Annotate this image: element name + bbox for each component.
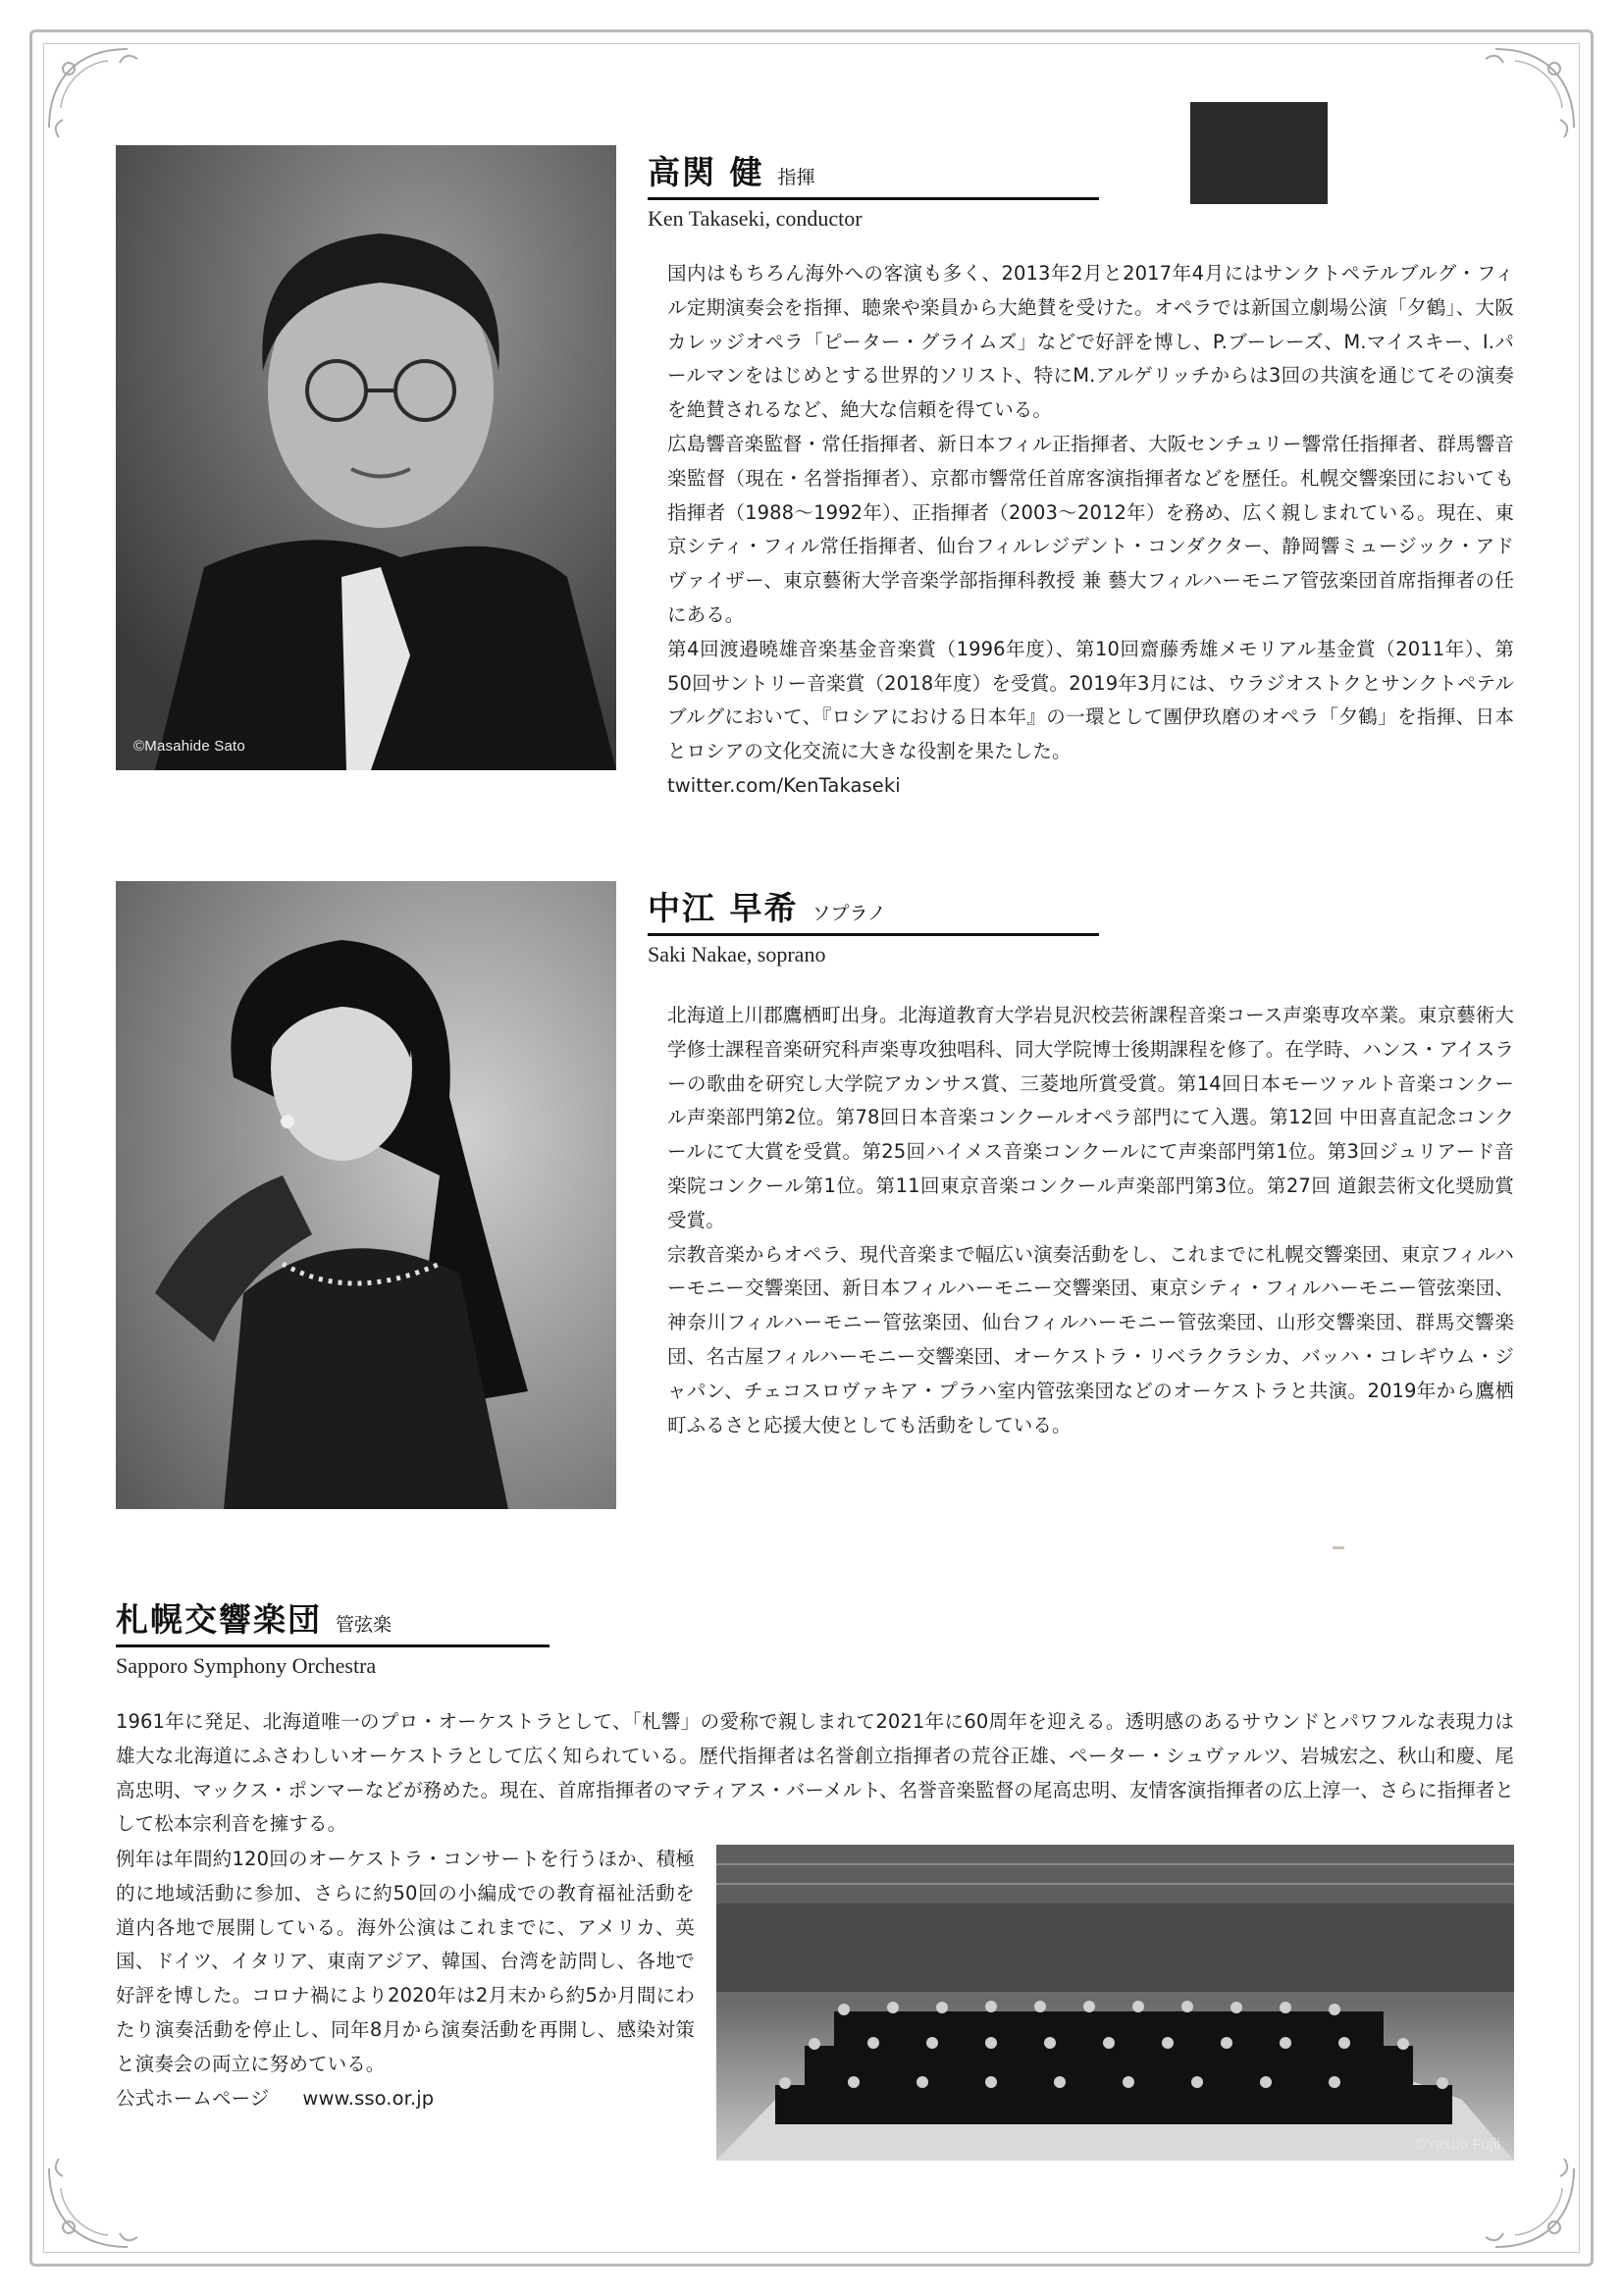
soprano-bio-paragraph: 宗教音楽からオペラ、現代音楽まで幅広い演奏活動をし、これまでに札幌交響楽団、東京フィルハーモニー交響楽団、新日本フィルハーモニー交響楽団、東京シティ・フィルハーモニー管弦楽団、神奈川フィルハーモニー管弦楽団、仙台フィルハーモニー管弦楽団、山形交響楽団、群馬交響楽団、名古屋フィルハーモニー交響楽団、オーケストラ・リベラクラシカ、バッハ・コレギウム・ジャパン、チェコスロヴァキア・プラハ室内管弦楽団などのオーケストラと共演。2019年から鷹栖町ふるさと応援大使としても活動をしている。	[667, 1242, 1514, 1436]
corner-ornament-icon	[1466, 39, 1584, 157]
conductor-name-block	[648, 147, 1099, 232]
corner-ornament-icon	[39, 39, 157, 157]
soprano-bio	[667, 999, 1514, 1442]
orchestra-role-jp: 管弦楽	[336, 1614, 393, 1636]
orchestra-site-label: 公式ホームページ	[116, 2086, 270, 2110]
conductor-photo-credit: ©Masahide Sato	[133, 738, 245, 755]
orchestra-photo	[716, 1845, 1514, 2161]
orchestra-site-line	[116, 2082, 695, 2116]
orchestra-name-block	[116, 1594, 550, 1679]
orchestra-site-link[interactable]: www.sso.or.jp	[302, 2086, 435, 2110]
conductor-twitter-link[interactable]: twitter.com/KenTakaseki	[667, 773, 901, 797]
conductor-name-line	[648, 147, 1099, 200]
speck	[1333, 1546, 1344, 1549]
conductor-role-jp: 指揮	[777, 167, 815, 188]
conductor-photo	[116, 145, 616, 770]
corner-ornament-icon	[39, 2139, 157, 2257]
conductor-name-en: Ken Takaseki, conductor	[648, 206, 863, 231]
soprano-name-block	[648, 883, 1099, 967]
orchestra-body	[116, 1843, 695, 2115]
soprano-photo	[116, 881, 616, 1509]
conductor-bio-paragraph: 第4回渡邉曉雄音楽基金音楽賞（1996年度）、第10回齋藤秀雄メモリアル基金賞（2011年）、第50回サントリー音楽賞（2018年度）を受賞。2019年3月には、ウラジオストクとサンクトペテルブルグにおいて、『ロシアにおける日本年』の一環として團伊玖磨のオペラ「夕鶴」を指揮、日本とロシアの文化交流に大きな役割を果たした。	[667, 637, 1514, 763]
orchestra-body-paragraph: 例年は年間約120回のオーケストラ・コンサートを行うほか、積極的に地域活動に参加、さらに約50回の小編成での教育福祉活動を道内各地で展開している。海外公演はこれまでに、アメリカ、英国、ドイツ、イタリア、東南アジア、韓国、台湾を訪問し、各地で好評を博した。コロナ禍により2020年は2月末から約5か月間にわたり演奏活動を停止し、同年8月から演奏活動を再開し、感染対策と演奏会の両立に努めている。	[116, 1848, 695, 2075]
dark-swatch	[1190, 102, 1328, 204]
orchestra-photo-credit: ©Yasuo Fujii	[1415, 2136, 1500, 2153]
orchestra-intro-paragraph: 1961年に発足、北海道唯一のプロ・オーケストラとして、「札響」の愛称で親しまれて2021年に60周年を迎える。透明感のあるサウンドとパワフルな表現力は雄大な北海道にふさわしいオーケストラとして広く知られている。歴代指揮者は名誉創立指揮者の荒谷正雄、ペーター・シュヴァルツ、岩城宏之、秋山和慶、尾高忠明、マックス・ポンマーなどが務めた。現在、首席指揮者のマティアス・バーメルト、名誉音楽監督の尾高忠明、友情客演指揮者の広上淳一、さらに指揮者として松本宗利音を擁する。	[116, 1710, 1514, 1836]
soprano-role-jp: ソプラノ	[812, 903, 886, 924]
soprano-name-jp: 中江 早希	[648, 889, 799, 927]
soprano-name-line	[648, 883, 1099, 936]
soprano-name-en: Saki Nakae, soprano	[648, 942, 826, 966]
conductor-name-jp: 高関 健	[648, 153, 764, 191]
orchestra-intro	[116, 1705, 1514, 1842]
orchestra-name-jp: 札幌交響楽団	[116, 1600, 322, 1639]
orchestra-name-line	[116, 1594, 550, 1647]
soprano-bio-paragraph: 北海道上川郡鷹栖町出身。北海道教育大学岩見沢校芸術課程音楽コース声楽専攻卒業。東京藝術大学修士課程音楽研究科声楽専攻独唱科、同大学院博士後期課程を修了。在学時、ハンス・アイスラーの歌曲を研究し大学院アカンサス賞、三菱地所賞受賞。第14回日本モーツァルト音楽コンクール声楽部門第2位。第78回日本音楽コンクールオペラ部門にて入選。第12回 中田喜直記念コンクールにて大賞を受賞。第25回ハイメス音楽コンクールにて声楽部門第1位。第3回ジュリアード音楽院コンクール第1位。第11回東京音楽コンクール声楽部門第3位。第27回 道銀芸術文化奨励賞受賞。	[667, 1004, 1514, 1231]
orchestra-name-en: Sapporo Symphony Orchestra	[116, 1653, 377, 1678]
conductor-bio-paragraph: 国内はもちろん海外への客演も多く、2013年2月と2017年4月にはサンクトペテルブルグ・フィル定期演奏会を指揮、聴衆や楽員から大絶賛を受けた。オペラでは新国立劇場公演「夕鶴」、大阪カレッジオペラ「ピーター・グライムズ」などで好評を博し、P.ブーレーズ、M.マイスキー、I.パールマンをはじめとする世界的ソリスト、特にM.アルゲリッチからは3回の共演を通じてその演奏を絶賛されるなど、絶大な信頼を得ている。	[667, 262, 1514, 422]
conductor-bio-paragraph: 広島響音楽監督・常任指揮者、新日本フィル正指揮者、大阪センチュリー響常任指揮者、群馬響音楽監督（現在・名誉指揮者）、京都市響常任首席客演指揮者などを歴任。札幌交響楽団においても指揮者（1988〜1992年）、正指揮者（2003〜2012年）を務め、広く親しまれている。現在、東京シティ・フィル常任指揮者、仙台フィルレジデント・コンダクター、静岡響ミュージック・アドヴァイザー、東京藝術大学音楽学部指揮科教授 兼 藝大フィルハーモニア管弦楽団首席指揮者の任にある。	[667, 432, 1514, 626]
conductor-bio	[667, 257, 1514, 804]
